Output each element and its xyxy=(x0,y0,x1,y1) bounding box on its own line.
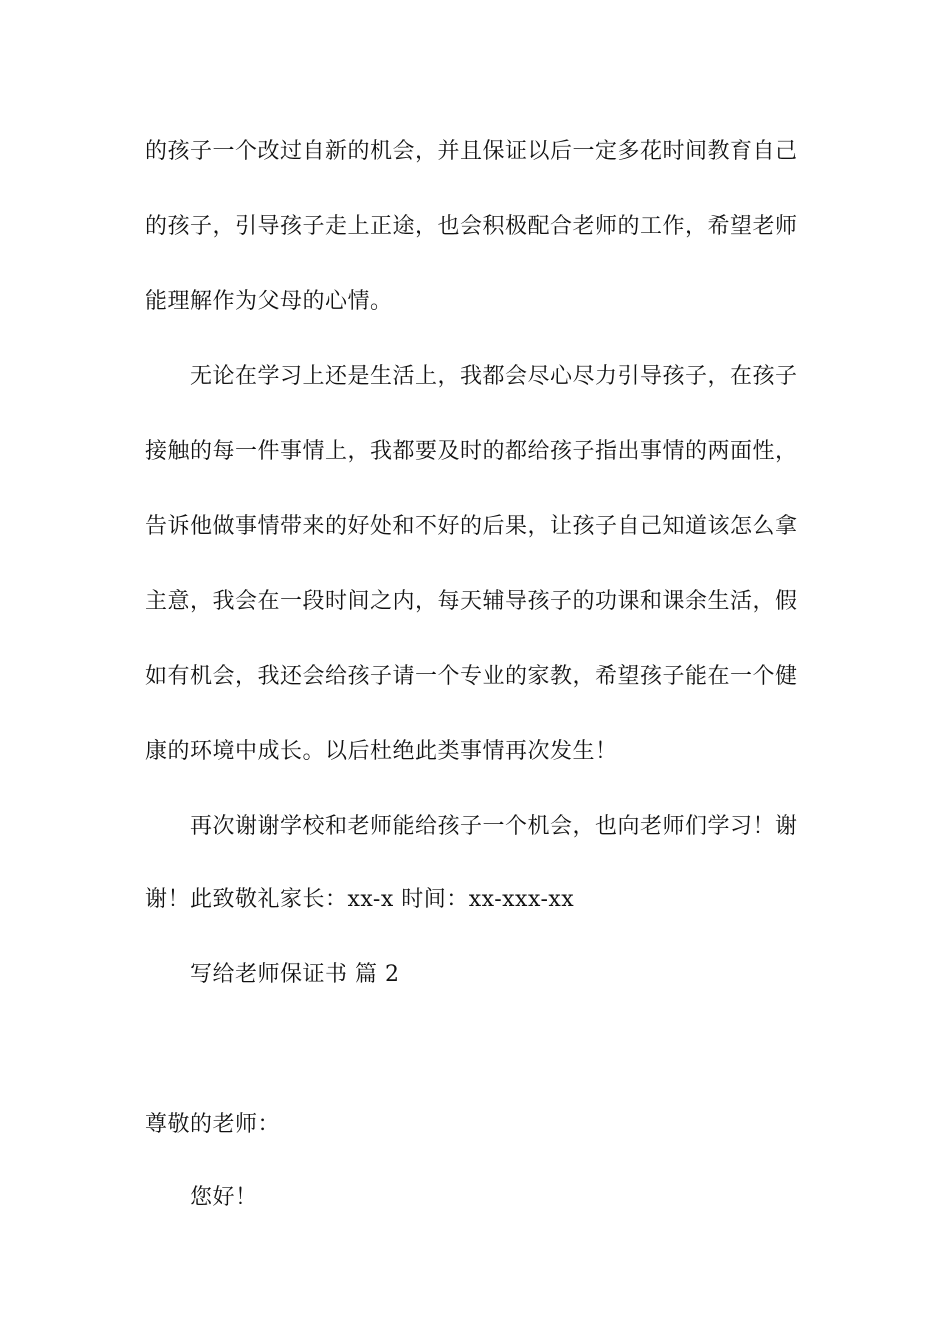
section-heading: 写给老师保证书 篇 2 xyxy=(190,962,400,987)
paragraph-line: 主意，我会在一段时间之内，每天辅导孩子的功课和课余生活，假 xyxy=(145,589,798,614)
paragraph-line: 能理解作为父母的心情。 xyxy=(145,289,393,314)
paragraph-line: 再次谢谢学校和老师能给孩子一个机会，也向老师们学习！谢 xyxy=(190,814,798,839)
paragraph-line: 的孩子一个改过自新的机会，并且保证以后一定多花时间教育自己 xyxy=(145,139,798,164)
paragraph-line: 接触的每一件事情上，我都要及时的都给孩子指出事情的两面性， xyxy=(145,439,798,464)
paragraph-line: 康的环境中成长。以后杜绝此类事情再次发生！ xyxy=(145,739,618,764)
paragraph-line: 告诉他做事情带来的好处和不好的后果，让孩子自己知道该怎么拿 xyxy=(145,514,798,539)
paragraph-line: 如有机会，我还会给孩子请一个专业的家教，希望孩子能在一个健 xyxy=(145,664,798,689)
salutation: 尊敬的老师： xyxy=(145,1112,281,1137)
greeting: 您好！ xyxy=(190,1185,258,1210)
signature-line: 谢！此致敬礼家长：xx-x 时间：xx-xxx-xx xyxy=(145,887,575,912)
paragraph-line: 无论在学习上还是生活上，我都会尽心尽力引导孩子，在孩子 xyxy=(190,364,798,389)
paragraph-line: 的孩子，引导孩子走上正途，也会积极配合老师的工作，希望老师 xyxy=(145,214,798,239)
